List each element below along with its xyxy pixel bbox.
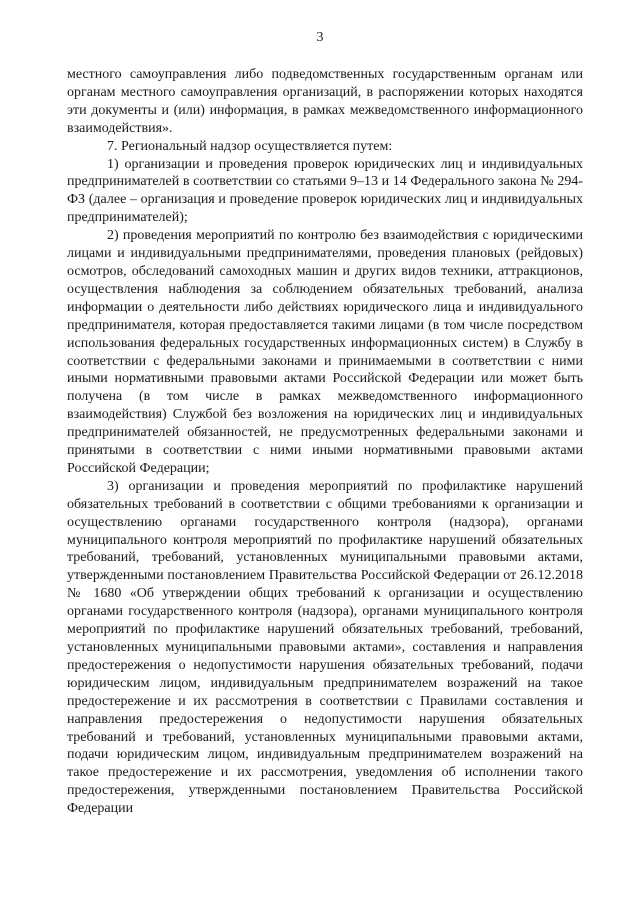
paragraph-section-7: 7. Региональный надзор осуществляется путем: bbox=[107, 138, 393, 154]
paragraph-item-2: 2) проведения мероприятий по контролю без взаимодействия с юридическими лицами и индивидуальными предпринимателями, проведения плановых (рейдовых) осмотров, обследований самоходных машин и других видов техники, аттракционов, осуществления наблюдения за соблюдением обязательных требований, анализа информации о деятельности либо действиях юридического лица и индивидуального предпринимателя, которая предоставляется такими лицами (в том числе посредством использования федеральных государственных информационных систем) в Службу в соответствии с федеральными законами и принимаемыми в соответствии с ними иными нормативными правовыми актами Российской Федерации или может быть получена (в том числе в рамках межведомственного информационного взаимодействия) Службой без возложения на юридических лиц и индивидуальных предпринимателей обязанностей, не предусмотренных федеральными законами и принятыми в соответствии с ними иными нормативными правовыми актами Российской Федерации; bbox=[67, 228, 583, 476]
paragraph-item-3: 3) организации и проведения мероприятий по профилактике нарушений обязательных требований в соответствии с общими требованиями к организации и осуществлению органами государственного контроля (надзора), органами муниципального контроля мероприятий по профилактике нарушений обязательных требований, требований, установленных муниципальными правовыми актами, утвержденными постановлением Правительства Российской Федерации от 26.12.2018 № 1680 «Об утверждении общих требований к организации и осуществлению органами государственного контроля (надзора), органами муниципального контроля мероприятий по профилактике нарушений обязательных требований, требований, установленных муниципальными правовыми актами», составления и направления предостережения о недопустимости нарушения обязательных требований, подачи юридическим лицом, индивидуальным предпринимателем возражений на такое предостережение и их рассмотрения в соответствии с Правилами составления и направления предостережения о недопустимости нарушения обязательных требований и требований, установленных муниципальными правовыми актами, подачи юридическим лицом, индивидуальным предпринимателем возражений на такое предостережение и их рассмотрения, уведомления об исполнении такого предостережения, утвержденными постановлением Правительства Российской Федерации bbox=[67, 478, 583, 817]
paragraph-continuation: местного самоуправления либо подведомственных государственным органам или органам местного самоуправления организаций, в распоряжении которых находятся эти документы и (или) информация, в рамках межведомственного информационного взаимодействия». bbox=[67, 67, 583, 136]
document-body bbox=[67, 66, 583, 818]
page-number: 3 bbox=[316, 30, 324, 45]
paragraph-item-1: 1) организации и проведения проверок юридических лиц и индивидуальных предпринимателей в соответствии со статьями 9–13 и 14 Федерального закона № 294-ФЗ (далее – организация и проведение проверок юридических лиц и индивидуальных предпринимателей); bbox=[67, 156, 583, 226]
